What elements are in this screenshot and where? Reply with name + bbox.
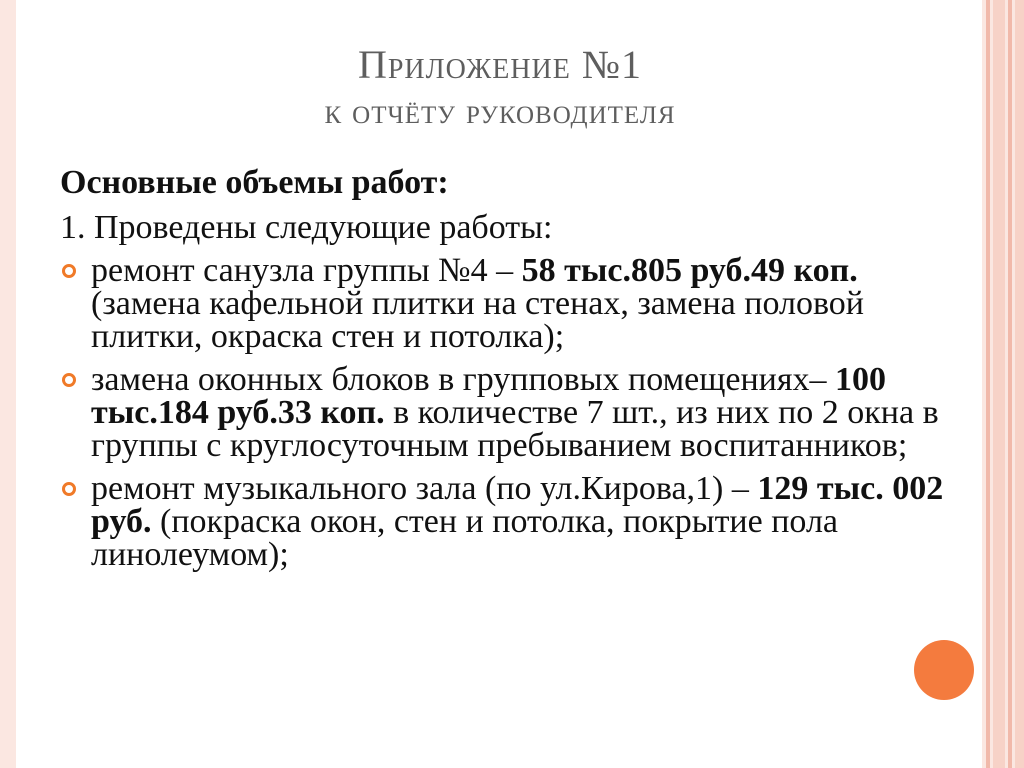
item-text: ремонт музыкального зала (по ул.Кирова,1) –: [91, 470, 758, 507]
slide-title: [60, 42, 940, 134]
decor-stripe: [1015, 0, 1024, 768]
decorative-circle-icon: [914, 640, 974, 700]
item-text: замена оконных блоков в групповых помещениях–: [91, 361, 835, 398]
list-item: [60, 472, 960, 571]
title-line-1: Приложение №1: [357, 42, 643, 87]
bullet-icon: [62, 264, 76, 278]
title-line-2: к отчёту руководителя: [324, 91, 676, 131]
item-amount: 100 тыс.184 руб.33 коп.: [91, 361, 886, 431]
bullet-icon: [62, 373, 76, 387]
item-details: в количестве 7 шт., из них по 2 окна в группы с круглосуточным пребыванием воспитанников;: [91, 394, 939, 464]
decor-stripe: [986, 0, 990, 768]
slide-body: [60, 166, 960, 581]
section-heading: Основные объемы работ:: [60, 164, 449, 201]
list-item: [60, 363, 960, 462]
item-details: (покраска окон, стен и потолка, покрытие пола линолеумом);: [91, 503, 839, 573]
list-item: [60, 254, 960, 353]
bullet-icon: [62, 482, 76, 496]
item-details: (замена кафельной плитки на стенах, замена половой плитки, окраска стен и потолка);: [91, 285, 865, 355]
numbered-point: 1. Проведены следующие работы:: [60, 209, 553, 246]
bullet-list: [60, 254, 960, 571]
decor-stripe: [1008, 0, 1012, 768]
decor-stripe: [993, 0, 1005, 768]
item-text: ремонт санузла группы №4 –: [91, 252, 522, 289]
item-amount: 58 тыс.805 руб.49 коп.: [521, 252, 858, 289]
item-amount: 129 тыс. 002 руб.: [91, 470, 944, 540]
